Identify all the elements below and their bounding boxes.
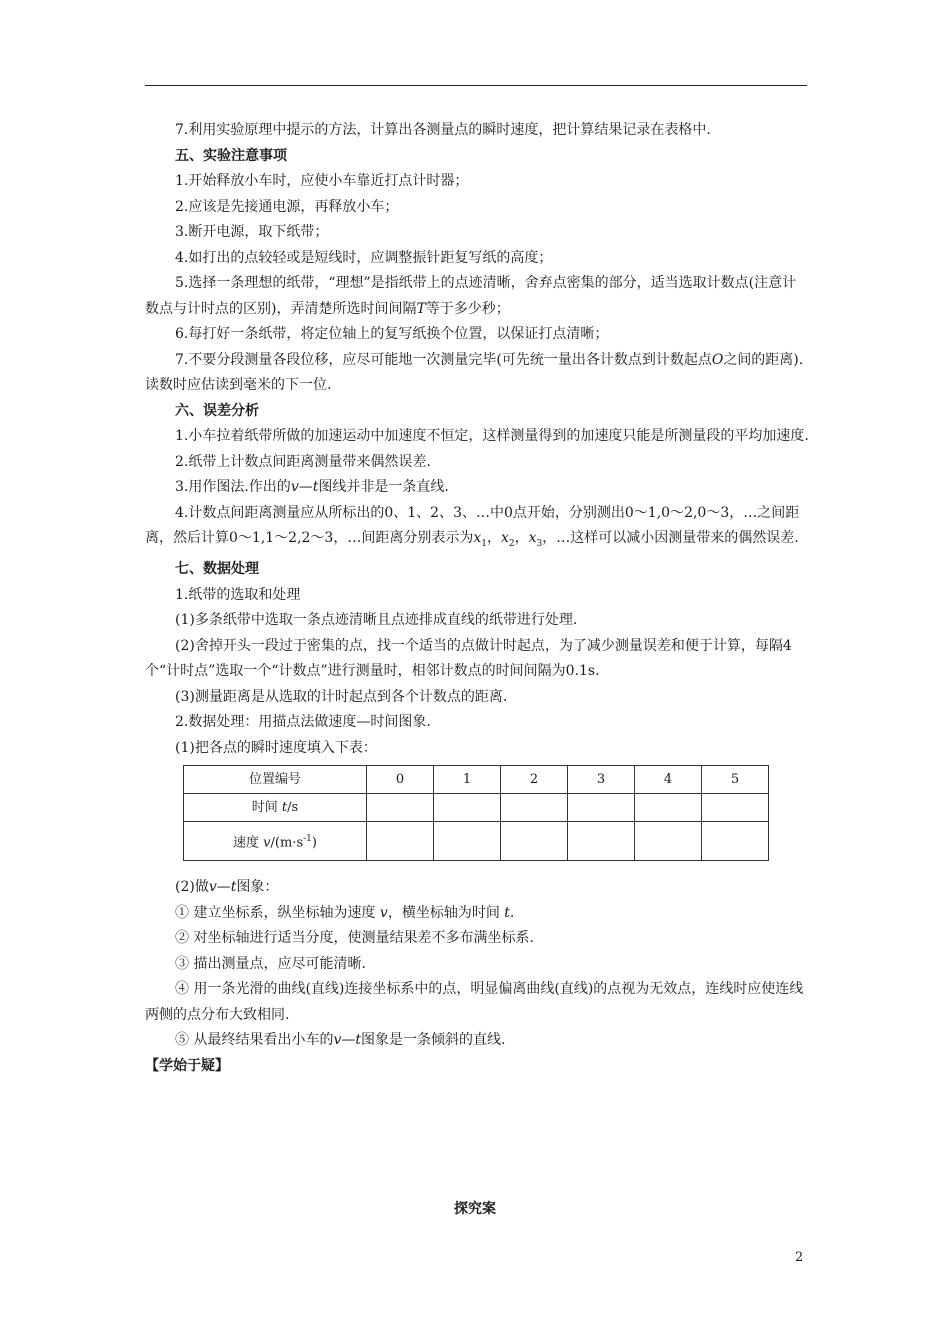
precaution-2: 2.应该是先接通电源，再释放小车； [175,198,399,215]
table-cell: 0 [367,766,434,794]
heading-precautions: 五、实验注意事项 [175,147,287,164]
precaution-6: 6.每打好一条纸带，将定位轴上的复写纸换个位置，以保证打点清晰； [175,326,609,342]
velocity-table [183,765,769,861]
graph-step-4: ④ 用一条光滑的曲线(直线)连接坐标系中的点，明显偏离曲线(直线)的点视为无效点，连线时应使连线两侧的点分布大致相同. [145,981,804,1023]
data-2: 2.数据处理：用描点法做速度—时间图象. [175,714,431,731]
table-cell [702,822,769,861]
page-number: 2 [795,1250,804,1265]
precaution-5: 5.选择一条理想的纸带，“理想”是指纸带上的点迹清晰，舍弃点密集的部分，适当选取计数点(注意计数点与计时点的区别)，弄清楚所选时间间隔T等于多少秒； [145,275,797,317]
table-cell [501,822,568,861]
table-cell [501,794,568,822]
precaution-1: 1.开始释放小车时，应使小车靠近打点计时器； [175,173,469,189]
error-3: 3.用作图法.作出的v—t图线并非是一条直线. [175,479,449,495]
table-row [184,794,769,822]
table-cell: 3 [568,766,635,794]
error-1: 1.小车拉着纸带所做的加速运动中加速度不恒定，这样测量得到的加速度只能是所测量段的平均加速度. [175,428,809,444]
table-cell [434,794,501,822]
table-cell [434,822,501,861]
graph-step-3: ③ 描出测量点，应尽可能清晰. [175,955,366,972]
error-4: 4.计数点间距离测量应从所标出的0、1、2、3、…中0点开始，分别测出0～1,0～2,0～3，…之间距离，然后计算0～1,1～2,2～3，…间距离分别表示为$x_1$，$x_2$，$x_3$，…这样可以减小因测量带来的偶然误差. [145,504,800,549]
graph-step-5: ⑤ 从最终结果看出小车的v—t图象是一条倾斜的直线. [175,1032,506,1049]
data-1c: (3)测量距离是从选取的计时起点到各个计数点的距离. [175,688,508,705]
data-2a: (1)把各点的瞬时速度填入下表： [175,739,377,756]
table-cell [635,822,702,861]
precaution-7: 7.不要分段测量各段位移，应尽可能地一次测量完毕(可先统一量出各计数点到计数起点O之间的距离).读数时应估读到毫米的下一位. [145,351,804,393]
table-cell: 速度 $v/(m\cdot s^{-1})$ [184,822,367,861]
table-cell [367,822,434,861]
table-cell [367,794,434,822]
table-cell [568,794,635,822]
heading-data-processing: 七、数据处理 [175,561,259,578]
table-cell [635,794,702,822]
table-cell [702,794,769,822]
data-1b: (2)舍掉开头一段过于密集的点，找一个适当的点做计时起点，为了减少测量误差和便于计算，每隔4个“计时点”选取一个“计数点”进行测量时，相邻计数点的时间间隔为0.1s. [145,637,792,680]
precaution-3: 3.断开电源，取下纸带； [175,224,329,240]
precaution-4: 4.如打出的点较轻或是短线时，应调整振针距复写纸的高度； [175,249,553,266]
table-cell: 4 [635,766,702,794]
graph-heading: (2)做v—t图象： [175,879,279,896]
data-1: 1.纸带的选取和处理 [175,586,301,603]
table-cell: 时间 t/s [184,794,367,822]
table-cell: 2 [501,766,568,794]
graph-step-1: ① 建立坐标系，纵坐标轴为速度 v，横坐标轴为时间 t. [175,904,515,921]
study-heading: 【学始于疑】 [145,1057,229,1074]
table-cell: 1 [434,766,501,794]
error-2: 2.纸带上计数点间距离测量带来偶然误差. [175,453,431,470]
table-cell [568,822,635,861]
step-7: 7.利用实验原理中提示的方法，计算出各测量点的瞬时速度，把计算结果记录在表格中. [175,122,711,138]
document-body [145,118,809,1079]
header-rule [145,85,807,86]
explore-title: 探究案 [454,1201,496,1217]
data-1a: (1)多条纸带中选取一条点迹清晰且点迹排成直线的纸带进行处理. [175,612,578,629]
heading-error-analysis: 六、误差分析 [175,402,259,419]
table-row [184,766,769,794]
table-cell: 位置编号 [184,766,367,794]
table-cell: 5 [702,766,769,794]
table-row [184,822,769,861]
graph-step-2: ② 对坐标轴进行适当分度，使测量结果差不多布满坐标系. [175,930,534,947]
